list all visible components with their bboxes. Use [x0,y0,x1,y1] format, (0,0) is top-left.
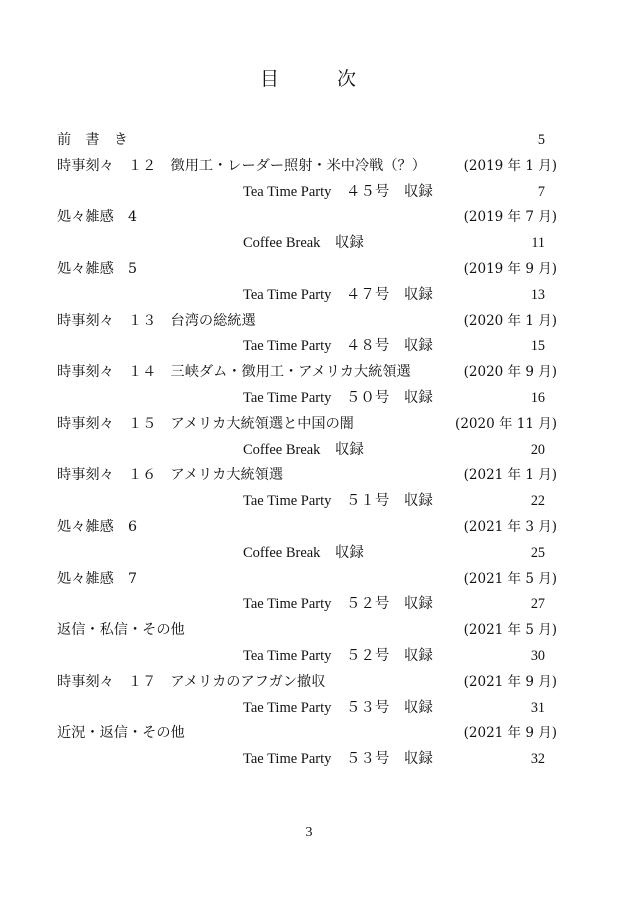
toc-source-label: Coffee Break 収録 [243,544,364,561]
toc-entry-date: (2021 年 1 月) [463,467,557,484]
toc-source-row [57,283,545,309]
toc-entry-row [57,412,557,438]
toc-source-label: Tea Time Party ４７号 収録 [243,286,433,303]
toc-source-label: Tea Time Party ４５号 収録 [243,183,433,200]
toc-page-number: 5 [537,132,545,148]
toc-source-label: Tae Time Party ５３号 収録 [243,751,433,768]
toc-source-label: Coffee Break 収録 [243,441,364,458]
toc-entry-row [57,567,557,593]
toc-source-row [57,644,545,670]
toc-entry-row [57,205,557,231]
toc-entry-title: 時事刻々 １２ 徴用工・レーダー照射・米中冷戦（？） [57,157,426,174]
page-number: 3 [305,825,313,840]
toc-entry-date: (2020 年 1 月) [463,312,557,329]
toc-entry-title: 時事刻々 １６ アメリカ大統領選 [57,467,284,484]
toc-entry-title: 処々雑感 4 [57,209,137,226]
toc-source-row [57,386,545,412]
toc-entry-date: (2019 年 1 月) [463,157,557,174]
toc-entry-row [57,128,545,154]
toc-entry-title: 近況・返信・その他 [57,725,185,742]
toc-entry-row [57,618,557,644]
toc-source-row [57,541,545,567]
toc-page-number: 27 [530,596,545,613]
toc-entry-row [57,515,557,541]
page-title [0,64,618,91]
toc-source-label: Tae Time Party ４８号 収録 [243,338,433,355]
toc-page-number: 13 [530,286,545,303]
toc-page-number: 7 [537,183,545,200]
toc-entry-date: (2020 年 11 月) [455,415,557,432]
toc-entry-title: 時事刻々 １５ アメリカ大統領選と中国の闇 [57,415,354,432]
toc-source-row [57,489,545,515]
toc-entry-row [57,360,557,386]
toc-page-number: 31 [530,699,545,716]
toc-entry-row [57,154,557,180]
toc-entry-title: 時事刻々 １３ 台湾の総統選 [57,312,256,329]
toc-entry-date: (2019 年 7 月) [463,209,557,226]
toc-source-label: Tae Time Party ５２号 収録 [243,596,433,613]
toc-entry-date: (2021 年 5 月) [463,622,557,639]
toc-entry-date: (2020 年 9 月) [463,364,557,381]
toc-entry-title: 前 書 き [57,132,128,148]
toc-entry-date: (2019 年 9 月) [463,260,557,277]
toc-entry-title: 返信・私信・その他 [57,622,185,639]
toc-entry-row [57,309,557,335]
title-char-1: 目 [259,68,281,90]
toc-source-row [57,438,545,464]
toc-source-row [57,747,545,773]
table-of-contents [57,128,557,773]
toc-page-number: 22 [530,493,545,510]
toc-entry-row [57,670,557,696]
toc-page-number: 11 [531,235,545,252]
toc-source-label: Tae Time Party ５０号 収録 [243,389,433,406]
toc-page-number: 16 [530,389,545,406]
toc-source-label: Tae Time Party ５１号 収録 [243,493,433,510]
toc-entry-row [57,257,557,283]
toc-entry-title: 処々雑感 5 [57,260,137,277]
toc-source-row [57,180,545,206]
toc-source-row [57,334,545,360]
toc-entry-title: 時事刻々 １４ 三峡ダム・徴用工・アメリカ大統領選 [57,364,411,381]
toc-entry-date: (2021 年 5 月) [463,570,557,587]
toc-source-label: Coffee Break 収録 [243,235,364,252]
toc-page-number: 25 [530,544,545,561]
toc-entry-row [57,721,557,747]
toc-source-row [57,592,545,618]
toc-entry-date: (2021 年 9 月) [463,673,557,690]
title-char-2: 次 [337,68,359,90]
toc-entry-date: (2021 年 3 月) [463,518,557,535]
toc-entry-date: (2021 年 9 月) [463,725,557,742]
toc-source-row [57,231,545,257]
toc-page-number: 20 [530,441,545,458]
toc-entry-title: 時事刻々 １７ アメリカのアフガン撤収 [57,673,326,690]
toc-entry-title: 処々雑感 7 [57,570,137,587]
toc-page-number: 15 [530,338,545,355]
toc-source-label: Tea Time Party ５２号 収録 [243,647,433,664]
toc-source-label: Tae Time Party ５３号 収録 [243,699,433,716]
toc-page-number: 30 [530,647,545,664]
toc-entry-row [57,463,557,489]
toc-source-row [57,696,545,722]
toc-entry-title: 処々雑感 6 [57,518,137,535]
toc-page-number: 32 [530,751,545,768]
